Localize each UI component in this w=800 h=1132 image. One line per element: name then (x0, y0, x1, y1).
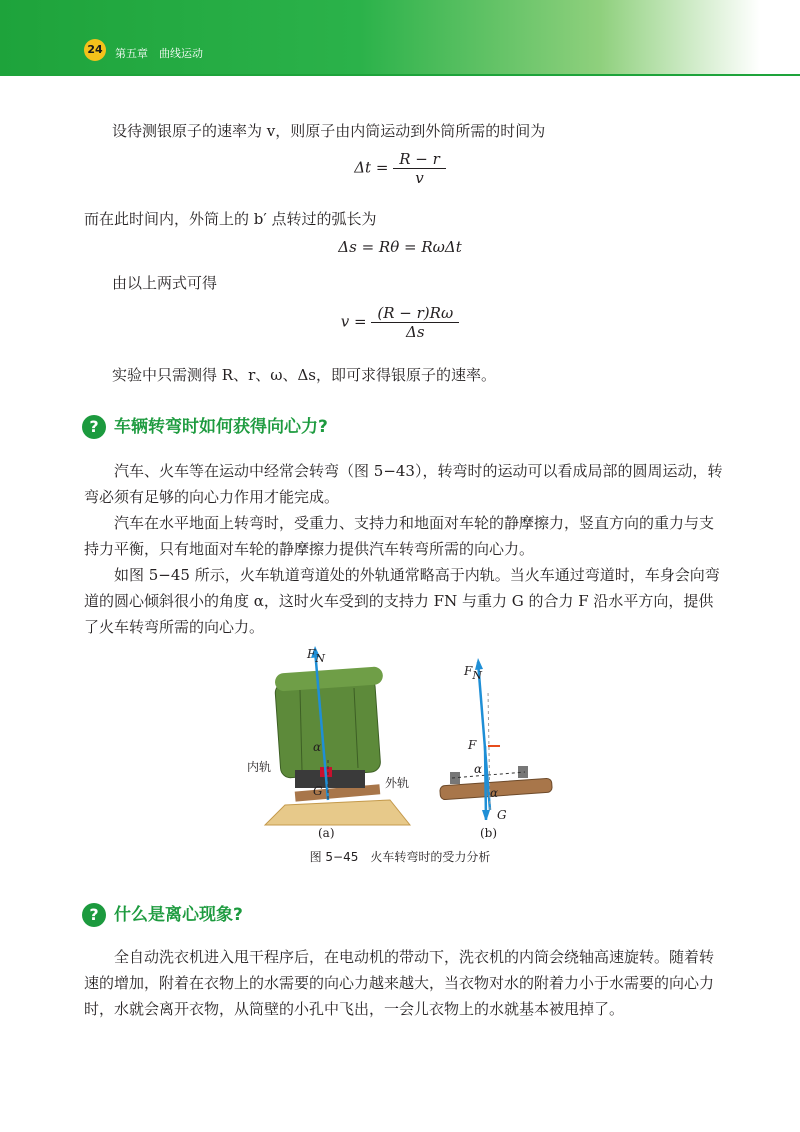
section-heading-centrifugal (82, 900, 243, 927)
equation-lhs: Δt = (354, 158, 389, 177)
figure-a-train (240, 640, 420, 830)
ballast-mound (265, 800, 410, 825)
paragraph-washer: 全自动洗衣机进入甩干程序后，在电动机的带动下，洗衣机的内筒会绕轴高速旋转。随着转速的增加，附着在衣物上的水需要的向心力越来越大，当衣物对水的附着力小于水需要的向心力时，水就会离开衣物，从筒壁的小孔中飞出，一会儿衣物上的水就基本被甩掉了。 (84, 948, 715, 1018)
header-divider (0, 74, 800, 76)
page-number-badge: 24 (84, 39, 106, 61)
paragraph-turning-2: 汽车在水平地面上转弯时，受重力、支持力和地面对车轮的静摩擦力，竖直方向的重力与支持力平衡，只有地面对车轮的静摩擦力提供汽车转弯所需的向心力。 (84, 514, 715, 558)
label-outer-rail: 外轨 (385, 776, 410, 790)
paragraph-turning-3: 如图 5−45 所示，火车轨道弯道处的外轨通常略高于内轨。当火车通过弯道时，车身会向弯道的圆心倾斜很小的角度 α，这时火车受到的支持力 FN 与重力 G 的合力 F 沿水平方向，提供了火车转弯所需的向心力。 (84, 566, 720, 636)
label-f: F (468, 738, 477, 752)
label-fn-b: FN (464, 664, 482, 682)
figure-caption: 图 5−45 火车转弯时的受力分析 (309, 850, 491, 864)
label-alpha-a: α (313, 740, 322, 754)
paragraph-combine: 由以上两式可得 (112, 274, 218, 292)
equation-numerator: R − r (399, 150, 440, 168)
label-subfigure-a: (a) (318, 826, 335, 840)
paragraph-conclusion: 实验中只需测得 R、r、ω、Δs，即可求得银原子的速率。 (112, 366, 496, 384)
header-band (0, 0, 800, 74)
paragraph-speed-intro: 设待测银原子的速率为 v，则原子由内筒运动到外筒所需的时间为 (112, 122, 546, 140)
label-alpha-b1: α (474, 762, 483, 776)
label-fn: FN (307, 647, 325, 665)
equation-denominator: Δs (371, 322, 459, 341)
section-title-text: 什么是离心现象? (114, 905, 243, 925)
question-icon: ? (82, 903, 106, 927)
equation-numerator: (R − r)Rω (377, 304, 454, 322)
section-heading-turning (82, 412, 328, 439)
equation-velocity (320, 304, 480, 341)
paragraph-arc-length: 而在此时间内，外筒上的 b′ 点转过的弧长为 (84, 210, 377, 228)
label-inner-rail: 内轨 (247, 760, 272, 774)
equation-lhs: v = (340, 312, 367, 331)
label-subfigure-b: (b) (480, 826, 498, 840)
question-icon: ? (82, 415, 106, 439)
label-g-b: G (497, 808, 507, 822)
label-alpha-b2: α (490, 786, 499, 800)
equation-time (340, 150, 460, 187)
chapter-title: 第五章 曲线运动 (115, 47, 203, 60)
section-title-text: 车辆转弯时如何获得向心力? (114, 417, 328, 437)
paragraph-turning-1: 汽车、火车等在运动中经常会转弯（图 5−43），转弯时的运动可以看成局部的圆周运动，转弯必须有足够的向心力作用才能完成。 (84, 462, 723, 506)
equation-arc: Δs = Rθ = RωΔt (338, 238, 462, 256)
label-g-a: G (313, 784, 323, 798)
train-body (275, 677, 381, 779)
equation-denominator: v (393, 168, 446, 187)
